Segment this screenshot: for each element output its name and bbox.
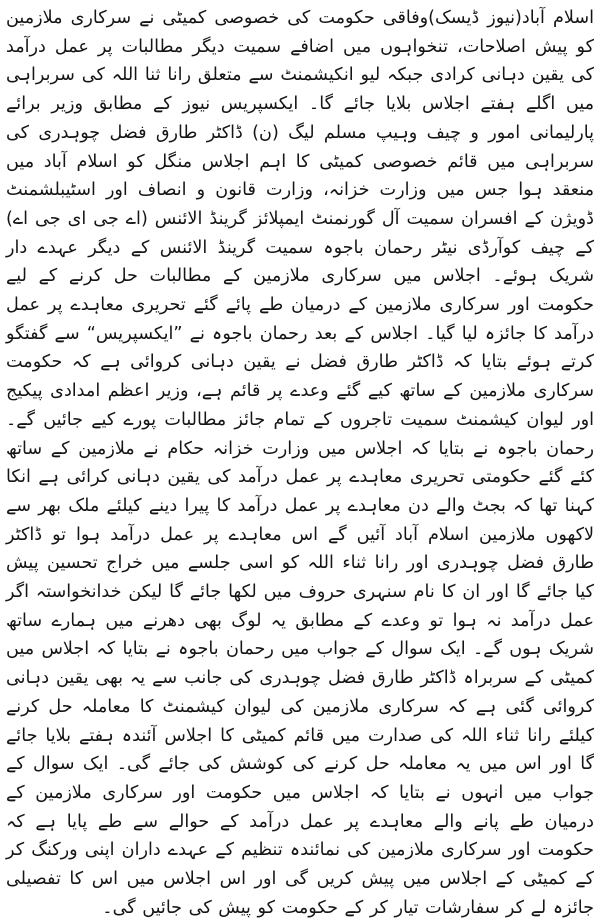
article-body-text: اسلام آباد(نیوز ڈیسک)وفاقی حکومت کی خصوصی کمیٹی نے سرکاری ملازمین کو پیش اصلاحات، تنخواہوں میں اضافے سمیت دیگر مطالبات پر عمل درآمد کی یقین دہانی کرادی جبکہ لیو انکیشمنٹ سے متعلق رانا ثنا اللہ کی سربراہی میں اگلے ہفتے اجلاس بلایا جائے گا۔ ایکسپریس نیوز کے مطابق وزیر برائے پارلیمانی امور و چیف وہیپ مسلم لیگ (ن) ڈاکٹر طارق فضل چوہدری کی سربراہی میں قائم خصوصی کمیٹی کا اہم اجلاس منگل کو اسلام آباد میں منعقد ہوا جس میں وزارت خزانہ، وزارت قانون و انصاف اور اسٹیبلشمنٹ ڈویژن کے افسران سمیت آل گورنمنٹ ایمپلائز گرینڈ الائنس (اے جی ای جی اے) کے چیف کوآرڈی نیٹر رحمان باجوہ سمیت گرینڈ الائنس کے دیگر عہدے دار شریک ہوئے۔ اجلاس میں سرکاری ملازمین کے مطالبات حل کرنے کے لیے حکومت اور سرکاری ملازمین کے درمیان طے پائے گئے تحریری معاہدے پر عمل درآمد کا جائزہ لیا گیا۔ اجلاس کے بعد رحمان باجوہ نے ”ایکسپریس“ سے گفتگو کرتے ہوئے بتایا کہ ڈاکٹر طارق فضل نے یقین دہانی کروائی ہے کہ حکومت سرکاری ملازمین کے ساتھ کیے گئے وعدے پر قائم ہے، وزیر اعظم امدادی پیکیج اور لیوان کیشمنٹ سمیت تاجروں کے تمام جائز مطالبات پورے کیے جائیں گے۔ رحمان باجوہ نے بتایا کہ اجلاس میں وزارت خزانہ حکام نے ملازمین کے ساتھ کئے گئے حکومتی تحریری معاہدے پر عمل درآمد کی یقین دہانی کرائی ہے انکا کہنا تھا کہ بجٹ والے دن معاہدے پر عمل درآمد کا پیرا دینے کیلئے ملک بھر سے لاکھوں ملازمین اسلام آباد آئیں گے اس معاہدے پر عمل درآمد ہوا تو ڈاکٹر طارق فضل چوہدری اور رانا ثناء اللہ کو اسی جلسے میں خراج تحسین پیش کیا جائے گا اور ان کا نام سنہری حروف میں لکھا جائے گا لیکن خدانخواستہ اگر عمل درآمد نہ ہوا تو وعدے کے مطابق یہ لوگ بھی دھرنے میں ہمارے ساتھ شریک ہوں گے۔ ایک سوال کے جواب میں رحمان باجوہ نے بتایا کہ اجلاس میں کمیٹی کے سربراہ ڈاکٹر طارق فضل چوہدری کی جانب سے یہ بھی یقین دہانی کروائی گئی ہے کہ سرکاری ملازمین کی لیوان کیشمنٹ کا معاملہ حل کرنے کیلئے رانا ثناء اللہ کی صدارت میں قائم کمیٹی کا اجلاس آئندہ ہفتے بلایا جائے گا اور اس میں یہ معاملہ حل کرنے کی کوشش کی جائے گی۔ ایک سوال کے جواب میں انہوں نے بتایا کہ اجلاس میں حکومت اور سرکاری ملازمین کے درمیان طے پانے والے معاہدے پر عمل درآمد کے حوالے سے طے پایا ہے کہ حکومت اور سرکاری ملازمین کی نمائندہ تنظیم کے عہدے داران اپنی ورکنگ کر کے کمیٹی کے اجلاس میں پیش کریں گی اور اس اجلاس میں اس کا تفصیلی جائزہ لے کر سفارشات تیار کر کے حکومت کو پیش کی جائیں گی۔: [6, 8, 594, 918]
